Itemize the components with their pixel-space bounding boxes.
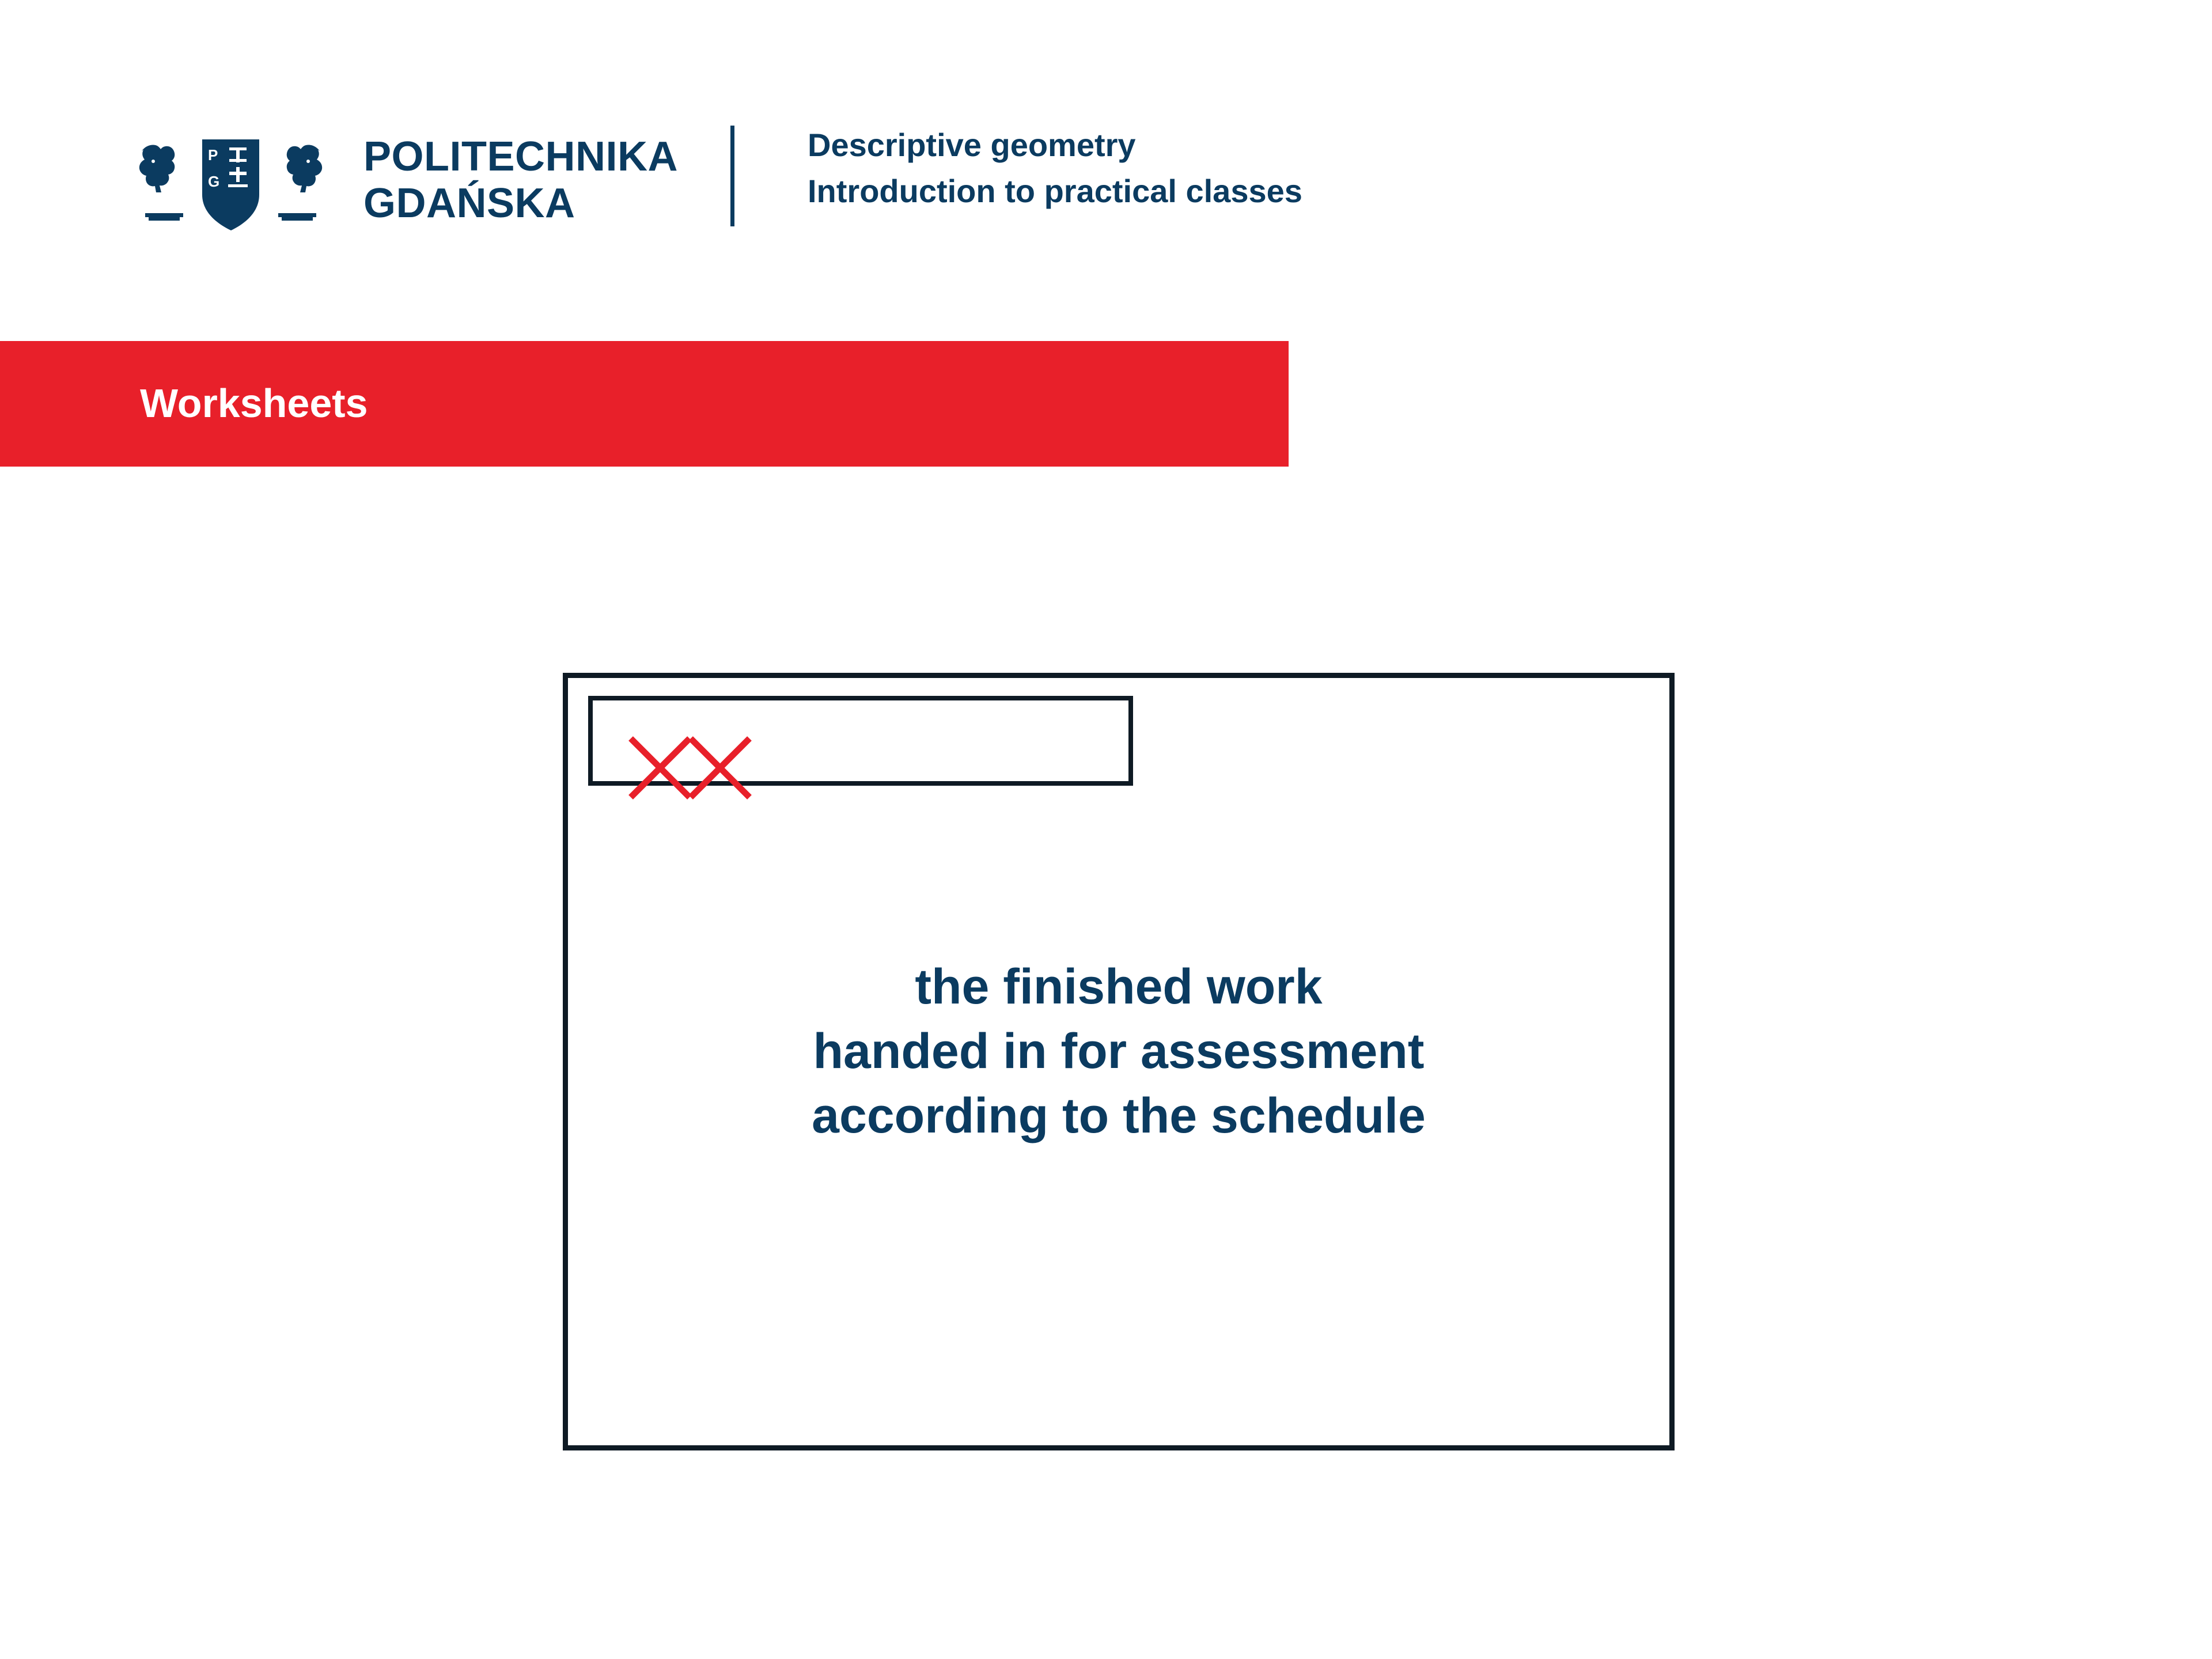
- caption-line-2: handed in for assessment: [813, 1023, 1425, 1079]
- svg-text:P: P: [208, 146, 218, 164]
- caption-line-1: the finished work: [915, 959, 1323, 1014]
- svg-text:G: G: [208, 173, 220, 190]
- pg-crest-icon: [131, 127, 330, 233]
- wordmark-line-2: GDAŃSKA: [363, 180, 575, 226]
- header-subtitle: [808, 122, 1302, 214]
- course-subtitle: Introduction to practical classes: [808, 172, 1302, 209]
- university-wordmark: [363, 134, 678, 226]
- worksheet-name-box: [588, 696, 1133, 786]
- header-divider: [730, 126, 734, 226]
- caption-line-3: according to the schedule: [812, 1088, 1426, 1143]
- course-title: Descriptive geometry: [808, 127, 1136, 163]
- worksheet-caption: [563, 955, 1675, 1148]
- slide-header: [0, 0, 2212, 323]
- worksheet-diagram: [563, 673, 1675, 1450]
- wordmark-line-1: POLITECHNIKA: [363, 133, 678, 180]
- page-title: Worksheets: [140, 381, 368, 426]
- university-logo: [131, 127, 678, 233]
- red-double-cross-icon: [626, 734, 759, 802]
